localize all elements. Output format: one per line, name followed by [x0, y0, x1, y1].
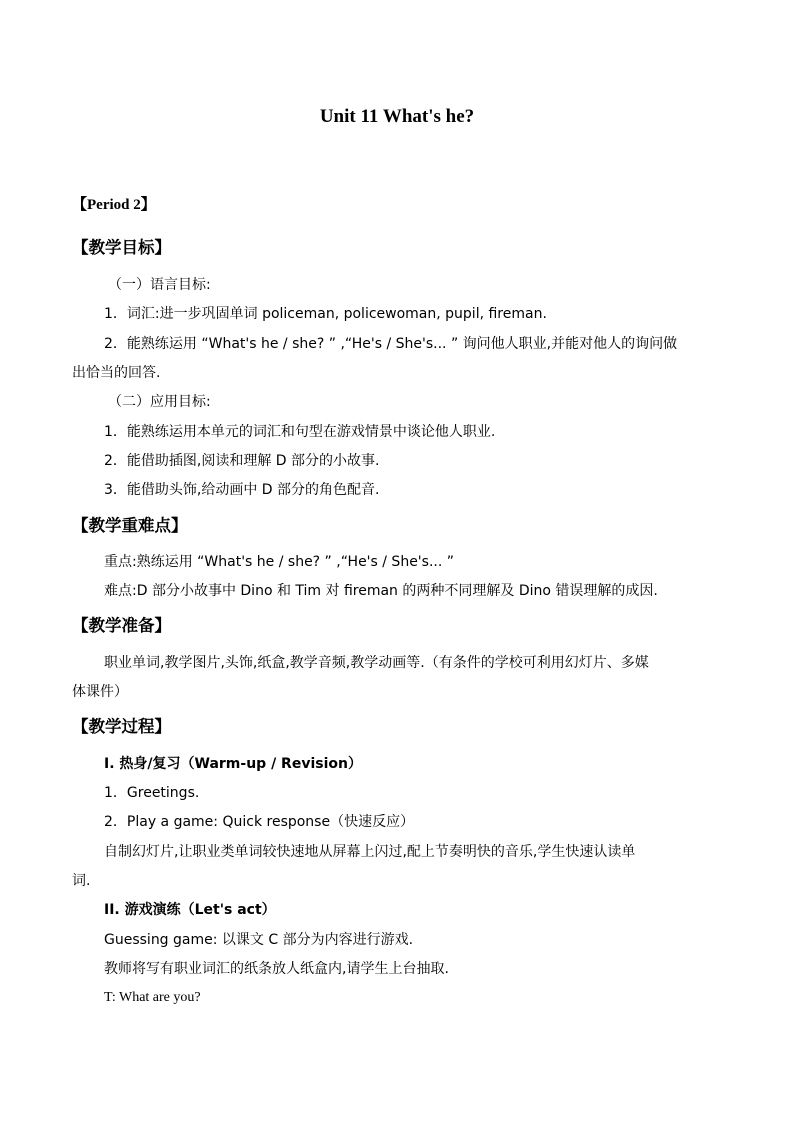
language-goal-label: （一）语言目标: [108, 277, 211, 293]
objective-item-4: 2．能借助插图,阅读和理解 D 部分的小故事. [104, 453, 380, 469]
application-goal-label: （二）应用目标: [108, 394, 211, 410]
section-2-line-2: 教师将写有职业词汇的纸条放人纸盒内,请学生上台抽取. [104, 961, 449, 977]
objective-item-2-line-2: 出恰当的回答. [72, 365, 161, 381]
objective-item-5: 3．能借助头饰,给动画中 D 部分的角色配音. [104, 482, 380, 498]
objectives-heading: 【教学目标】 [72, 238, 171, 257]
section-1-description-line-1: 自制幻灯片,让职业类单词较快速地从屏幕上闪过,配上节奏明快的音乐,学生快速认读单 [104, 844, 636, 860]
key-points-heading: 【教学重难点】 [72, 516, 188, 535]
objective-item-2-line-1: 2．能熟练运用 “What's he / she? ” ,“He's / She's... ” 询问他人职业,并能对他人的询问做 [104, 336, 678, 352]
section-1-item-2: 2．Play a game: Quick response（快速反应） [104, 814, 415, 830]
preparation-heading: 【教学准备】 [72, 616, 171, 635]
preparation-line-2: 体课件） [72, 684, 128, 700]
section-2-heading: II. 游戏演练（Let's act） [104, 902, 276, 918]
section-1-item-1: 1．Greetings. [104, 785, 200, 801]
section-1-heading: I. 热身/复习（Warm-up / Revision） [104, 756, 362, 772]
section-2-line-3: T: What are you? [104, 990, 201, 1005]
difficulty-point: 难点:D 部分小故事中 Dino 和 Tim 对 fireman 的两种不同理解及 Dino 错误理解的成因. [104, 583, 658, 599]
page-title: Unit 11 What's he? [319, 106, 475, 127]
focus-point: 重点:熟练运用 “What's he / she? ” ,“He's / She's... ” [104, 554, 455, 570]
objective-item-1: 1．词汇:进一步巩固单词 policeman, policewoman, pupil, fireman. [104, 306, 547, 322]
preparation-line-1: 职业单词,教学图片,头饰,纸盒,教学音频,教学动画等.（有条件的学校可利用幻灯片、多媒 [104, 655, 649, 671]
section-1-description-line-2: 词. [72, 873, 91, 889]
period-heading: 【Period 2】 [72, 197, 156, 213]
section-2-line-1: Guessing game: 以课文 C 部分为内容进行游戏. [104, 932, 414, 948]
process-heading: 【教学过程】 [72, 717, 171, 736]
objective-item-3: 1．能熟练运用本单元的词汇和句型在游戏情景中谈论他人职业. [104, 424, 496, 440]
